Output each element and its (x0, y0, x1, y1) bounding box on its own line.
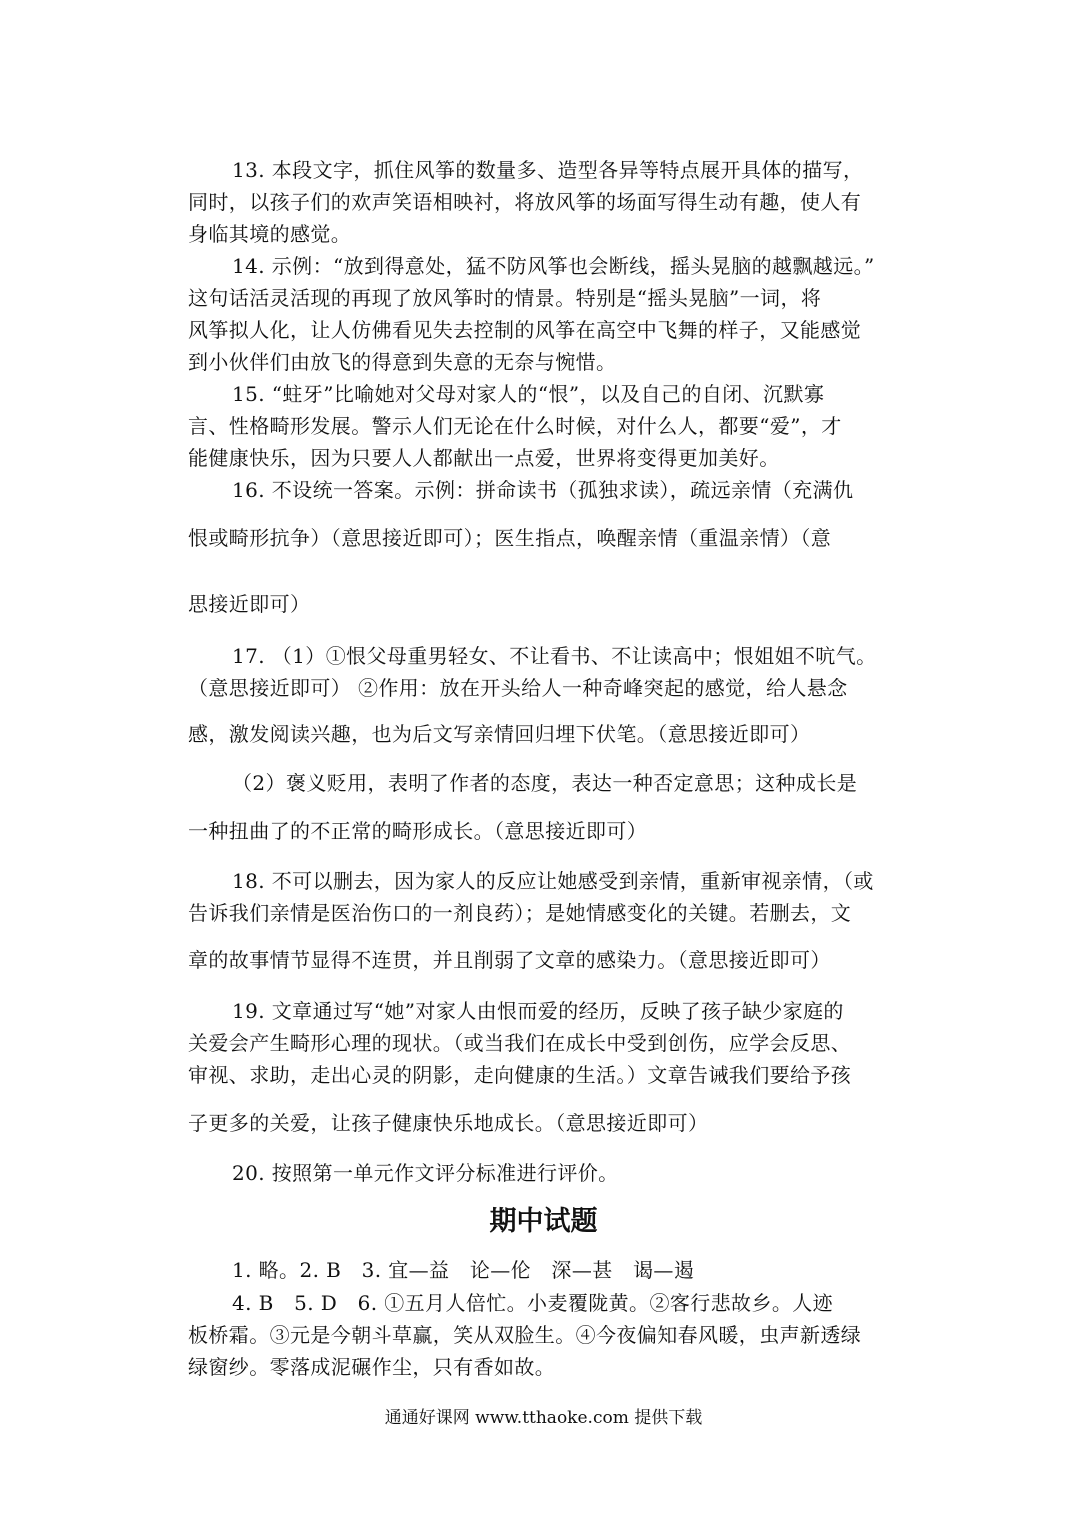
answer-14-line-3: 风筝拟人化，让人仿佛看见失去控制的风筝在高空中飞舞的样子，又能感觉 (188, 318, 862, 342)
answer-17-line-2: （意思接近即可） ②作用：放在开头给人一种奇峰突起的感觉，给人悬念 (188, 676, 848, 700)
answer-14-line-1: 14. 示例：“放到得意处，猛不防风筝也会断线，摇头晃脑的越飘越远。” (232, 254, 875, 278)
answer-15-line-3: 能健康快乐，因为只要人人都献出一点爱，世界将变得更加美好。 (188, 446, 780, 470)
answer-19-line-1: 19. 文章通过写“她”对家人由恨而爱的经历，反映了孩子缺少家庭的 (232, 999, 844, 1023)
answer-17-line-3: 感，激发阅读兴趣，也为后文写亲情回归埋下伏笔。（意思接近即可） (188, 722, 811, 746)
answer-13-line-2: 同时，以孩子们的欢声笑语相映衬，将放风筝的场面写得生动有趣，使人有 (188, 190, 862, 214)
answer-14-line-2: 这句话活灵活现的再现了放风筝时的情景。特别是“摇头晃脑”一词，将 (188, 286, 822, 310)
midterm-line-2: 4. B 5. D 6. ①五月人倍忙。小麦覆陇黄。②客行悲故乡。人迹 (232, 1291, 834, 1315)
page-footer: 通通好课网 www.tthaoke.com 提供下载 (384, 1408, 703, 1428)
answer-13-line-1: 13. 本段文字，抓住风筝的数量多、造型各异等特点展开具体的描写， (232, 158, 864, 182)
answer-18-line-3: 章的故事情节显得不连贯，并且削弱了文章的感染力。（意思接近即可） (188, 948, 831, 972)
section-title: 期中试题 (489, 1206, 598, 1237)
answer-19-line-3: 审视、求助，走出心灵的阴影，走向健康的生活。）文章告诫我们要给予孩 (188, 1063, 852, 1087)
answer-18-line-2: 告诉我们亲情是医治伤口的一剂良药）；是她情感变化的关键。若删去，文 (188, 901, 852, 925)
answer-13-line-3: 身临其境的感觉。 (188, 222, 352, 246)
midterm-line-1: 1. 略。2. B 3. 宜—益 论—伦 深—甚 谒—遏 (232, 1258, 695, 1282)
answer-16-line-3: 思接近即可） (188, 592, 311, 616)
midterm-line-3: 板桥霜。③元是今朝斗草赢，笑从双脸生。④今夜偏知春风暖，虫声新透绿 (188, 1323, 862, 1347)
answer-18-line-1: 18. 不可以删去，因为家人的反应让她感受到亲情，重新审视亲情，（或 (232, 869, 874, 893)
answer-19-line-2: 关爱会产生畸形心理的现状。（或当我们在成长中受到创伤，应学会反思、 (188, 1031, 852, 1055)
answer-19-line-4: 子更多的关爱，让孩子健康快乐地成长。（意思接近即可） (188, 1111, 709, 1135)
answer-17-line-4: （2）褒义贬用，表明了作者的态度，表达一种否定意思；这种成长是 (232, 771, 858, 795)
midterm-line-4: 绿窗纱。零落成泥碾作尘，只有香如故。 (188, 1355, 556, 1379)
answer-15-line-1: 15. “蛀牙”比喻她对父母对家人的“恨”，以及自己的自闭、沉默寡 (232, 382, 825, 406)
answer-16-line-1: 16. 不设统一答案。示例：拼命读书（孤独求读），疏远亲情（充满仇 (232, 478, 854, 502)
answer-15-line-2: 言、性格畸形发展。警示人们无论在什么时候，对什么人，都要“爱”，才 (188, 414, 842, 438)
answer-20-line-1: 20. 按照第一单元作文评分标准进行评价。 (232, 1161, 619, 1185)
answer-14-line-4: 到小伙伴们由放飞的得意到失意的无奈与惋惜。 (188, 350, 617, 374)
answer-17-line-1: 17. （1）①恨父母重男轻女、不让看书、不让读高中；恨姐姐不吭气。 (232, 644, 877, 668)
answer-16-line-2: 恨或畸形抗争）（意思接近即可）；医生指点，唤醒亲情（重温亲情）（意 (188, 526, 832, 550)
answer-17-line-5: 一种扭曲了的不正常的畸形成长。（意思接近即可） (188, 819, 648, 843)
